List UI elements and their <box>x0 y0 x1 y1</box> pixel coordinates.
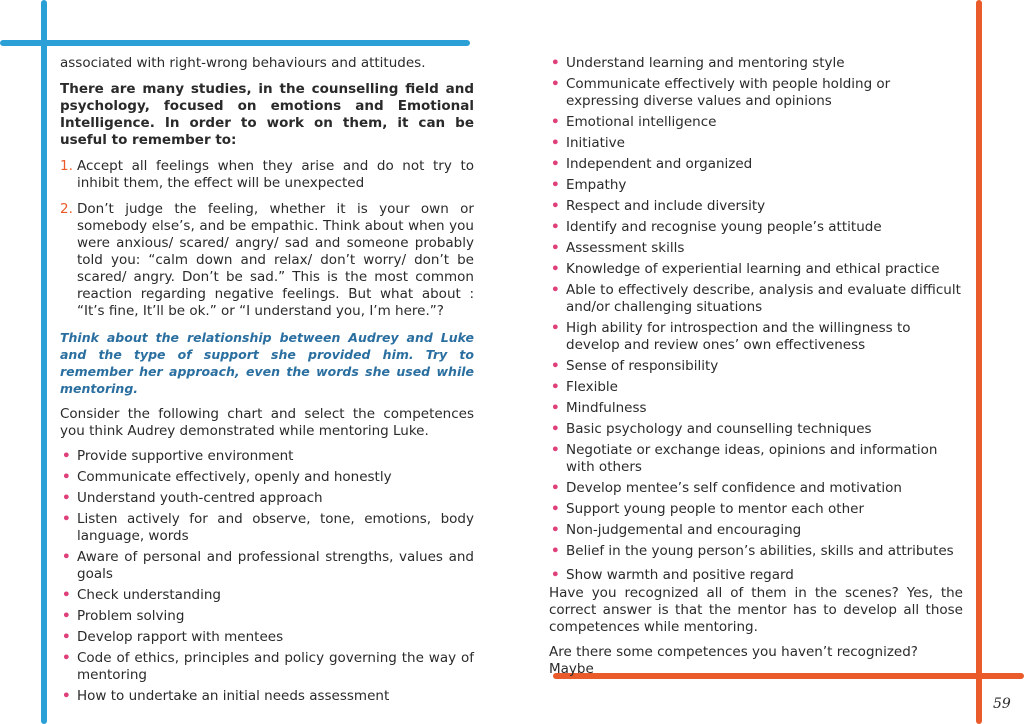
handwritten-note: Think about the relationship between Audrey and Luke and the type of support she provided him. Try to remember her approach, even the words she used while mentoring. <box>60 330 474 396</box>
item-number: 2. <box>60 201 73 217</box>
list-item: • Empathy <box>549 177 963 194</box>
list-item: • Check understanding <box>60 587 474 604</box>
list-item: • Knowledge of experiential learning and ethical practice <box>549 261 963 278</box>
right-column <box>549 55 963 678</box>
list-item: • Aware of personal and professional strengths, values and goals <box>60 549 474 583</box>
list-item: • Understand youth-centred approach <box>60 490 474 507</box>
list-item: • Basic psychology and counselling techniques <box>549 421 963 438</box>
list-item: • Problem solving <box>60 608 474 625</box>
list-item: • Flexible <box>549 379 963 396</box>
numbered-list <box>60 158 474 320</box>
list-item: • Independent and organized <box>549 156 963 173</box>
list-item: • Code of ethics, principles and policy governing the way of mentoring <box>60 650 474 684</box>
list-item: • Belief in the young person’s abilities, skills and attributes <box>549 543 963 560</box>
list-item: • Able to effectively describe, analysis and evaluate difficult and/or challenging situations <box>549 282 963 316</box>
blue-horizontal-rule <box>0 40 470 46</box>
page-number: 59 <box>993 696 1011 712</box>
list-item <box>60 158 474 192</box>
list-item: • Understand learning and mentoring style <box>549 55 963 72</box>
item-text: Accept all feelings when they arise and do not try to inhibit them, the effect will be unexpected <box>77 158 474 191</box>
list-item: • Show warmth and positive regard <box>549 567 963 584</box>
list-item: • Communicate effectively with people holding or expressing diverse values and opinions <box>549 76 963 110</box>
left-bullet-list <box>60 448 474 705</box>
list-item: • Respect and include diversity <box>549 198 963 215</box>
list-item: • Mindfulness <box>549 400 963 417</box>
list-item: • Negotiate or exchange ideas, opinions and information with others <box>549 442 963 476</box>
blue-vertical-rule <box>41 0 47 724</box>
list-item: • Develop mentee’s self confidence and motivation <box>549 480 963 497</box>
left-column <box>60 55 474 705</box>
question-paragraph: Are there some competences you haven’t recognized? Maybe <box>549 644 918 677</box>
list-item: • Assessment skills <box>549 240 963 257</box>
list-item <box>60 201 474 320</box>
intro-line: associated with right-wrong behaviours and attitudes. <box>60 55 426 71</box>
right-bullet-list <box>549 55 963 584</box>
item-text: Don’t judge the feeling, whether it is your own or somebody else’s, and be empathic. Think about when you were anxious/ scared/ angry/ sad and someone probably told you: “calm down and relax/ don’t worry/ don’t be scared/ angry. Don’t be sad.” This is the most common reaction regarding negative feelings. But what about : “It’s fine, It’ll be ok.” or “I understand you, I’m here.”? <box>77 201 474 319</box>
item-number: 1. <box>60 158 73 174</box>
list-item: • Support young people to mentor each other <box>549 501 963 518</box>
list-item: • Identify and recognise young people’s attitude <box>549 219 963 236</box>
list-item: • Communicate effectively, openly and honestly <box>60 469 474 486</box>
recognized-paragraph: Have you recognized all of them in the scenes? Yes, the correct answer is that the mentor has to develop all those competences while mentoring. <box>549 585 963 635</box>
list-item: • How to undertake an initial needs assessment <box>60 688 474 705</box>
bold-paragraph: There are many studies, in the counselling field and psychology, focused on emotions and Emotional Intelligence. In order to work on them, it can be useful to remember to: <box>60 81 474 148</box>
list-item: • High ability for introspection and the willingness to develop and review ones’ own effectiveness <box>549 320 963 354</box>
list-item: • Listen actively for and observe, tone, emotions, body language, words <box>60 511 474 545</box>
list-item: • Non-judgemental and encouraging <box>549 522 963 539</box>
orange-vertical-rule <box>976 0 982 724</box>
list-item: • Sense of responsibility <box>549 358 963 375</box>
consider-paragraph: Consider the following chart and select the competences you think Audrey demonstrated while mentoring Luke. <box>60 406 474 439</box>
list-item: • Emotional intelligence <box>549 114 963 131</box>
list-item: • Initiative <box>549 135 963 152</box>
list-item: • Develop rapport with mentees <box>60 629 474 646</box>
list-item: • Provide supportive environment <box>60 448 474 465</box>
